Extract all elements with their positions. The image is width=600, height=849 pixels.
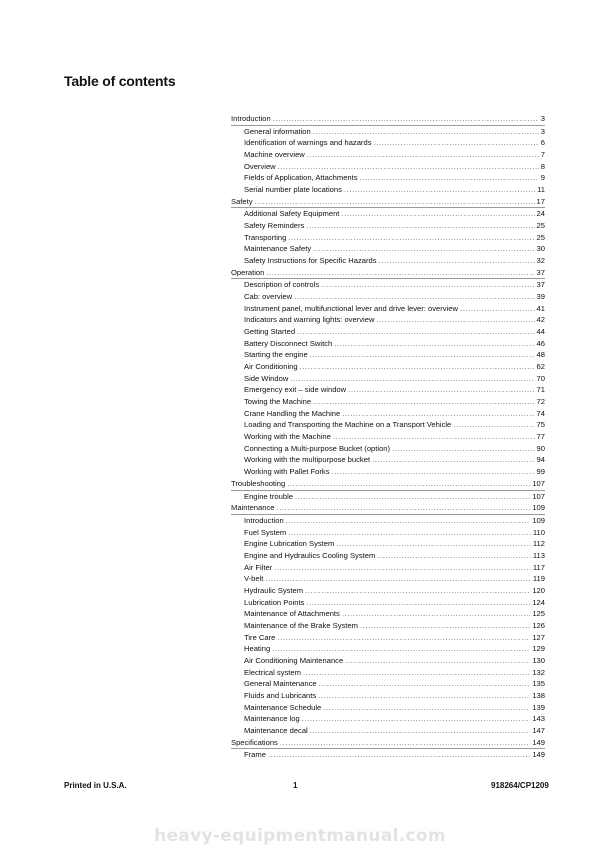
toc-entry-row[interactable] [231, 466, 545, 478]
toc-entry-row[interactable] [231, 454, 545, 466]
toc-entry-row[interactable] [231, 220, 545, 232]
toc-entry-page: 46 [536, 338, 545, 348]
toc-entry-page: 113 [532, 550, 545, 560]
toc-entry-page: 126 [532, 620, 545, 630]
toc-entry-label: Troubleshooting [231, 478, 286, 488]
toc-entry-label: Fuel System [244, 527, 287, 537]
toc-entry-label: Hydraulic System [244, 585, 304, 595]
toc-section-row[interactable] [231, 737, 545, 750]
toc-entry-label: Introduction [244, 515, 284, 525]
toc-entry-page: 30 [536, 244, 545, 254]
watermark: heavy-equipmentmanual.com [154, 826, 446, 846]
toc-entry-row[interactable] [231, 491, 545, 503]
toc-entry-row[interactable] [231, 137, 545, 149]
toc-entry-label: Connecting a Multi-purpose Bucket (option) [244, 443, 391, 453]
toc-entry-row[interactable] [231, 443, 545, 455]
toc-entry-row[interactable] [231, 643, 545, 655]
toc-dot-leader [376, 314, 534, 326]
toc-entry-row[interactable] [231, 678, 545, 690]
toc-entry-page: 37 [536, 267, 545, 277]
toc-dot-leader [310, 725, 531, 737]
toc-dot-leader [313, 396, 534, 408]
toc-entry-row[interactable] [231, 373, 545, 385]
toc-dot-leader [336, 538, 531, 550]
toc-entry-row[interactable] [231, 161, 545, 173]
toc-entry-page: 124 [532, 597, 545, 607]
toc-entry-label: Maintenance of Attachments [244, 609, 340, 619]
toc-dot-leader [392, 443, 535, 455]
toc-dot-leader [372, 454, 534, 466]
toc-dot-leader [276, 502, 530, 514]
toc-dot-leader [273, 113, 539, 125]
toc-entry-row[interactable] [231, 431, 545, 443]
toc-entry-row[interactable] [231, 515, 545, 527]
toc-entry-page: 25 [536, 232, 545, 242]
toc-entry-row[interactable] [231, 749, 545, 761]
toc-dot-leader [305, 585, 530, 597]
toc-entry-label: Maintenance of the Brake System [244, 620, 358, 630]
toc-dot-leader [255, 196, 535, 208]
toc-entry-page: 3 [540, 114, 545, 123]
toc-entry-label: Maintenance [231, 503, 275, 513]
toc-entry-row[interactable] [231, 408, 545, 420]
footer-page-number: 1 [293, 781, 298, 790]
toc-entry-label: Engine trouble [244, 491, 293, 501]
toc-entry-page: 110 [532, 527, 545, 537]
toc-dot-leader [374, 137, 539, 149]
toc-section-row[interactable] [231, 502, 545, 515]
toc-dot-leader [302, 713, 531, 725]
toc-dot-leader [313, 126, 539, 138]
toc-dot-leader [333, 431, 535, 443]
toc-entry-row[interactable] [231, 667, 545, 679]
toc-entry-page: 139 [532, 702, 545, 712]
toc-entry-label: Heating [244, 644, 271, 654]
toc-dot-leader [321, 279, 534, 291]
toc-entry-label: Transporting [244, 232, 287, 242]
toc-section-row[interactable] [231, 267, 545, 280]
toc-entry-label: Introduction [231, 114, 271, 123]
toc-entry-row[interactable] [231, 338, 545, 350]
toc-entry-page: 71 [536, 385, 545, 395]
toc-entry-label: Air Conditioning [244, 362, 298, 372]
footer-printed-in: Printed in U.S.A. [64, 781, 127, 790]
toc-entry-page: 143 [532, 714, 545, 724]
toc-entry-row[interactable] [231, 396, 545, 408]
toc-entry-page: 41 [536, 303, 545, 313]
toc-dot-leader [360, 172, 539, 184]
toc-entry-label: Operation [231, 267, 265, 277]
toc-entry-label: Specifications [231, 737, 278, 747]
toc-entry-row[interactable] [231, 384, 545, 396]
toc-entry-page: 99 [536, 467, 545, 477]
toc-entry-page: 107 [532, 491, 545, 501]
toc-entry-page: 149 [532, 750, 545, 760]
toc-entry-label: Working with Pallet Forks [244, 467, 330, 477]
toc-entry-page: 125 [532, 609, 545, 619]
toc-entry-label: Instrument panel, multifunctional lever and drive lever: overview [244, 303, 458, 313]
toc-entry-label: Maintenance decal [244, 725, 308, 735]
toc-entry-row[interactable] [231, 538, 545, 550]
toc-dot-leader [310, 349, 535, 361]
toc-entry-label: Maintenance log [244, 714, 300, 724]
toc-dot-leader [278, 161, 539, 173]
toc-entry-label: Safety Reminders [244, 221, 305, 231]
toc-dot-leader [306, 220, 534, 232]
toc-entry-row[interactable] [231, 349, 545, 361]
toc-entry-page: 135 [532, 679, 545, 689]
toc-dot-leader [306, 597, 530, 609]
toc-entry-label: Lubrication Points [244, 597, 305, 607]
toc-entry-label: Engine and Hydraulics Cooling System [244, 550, 376, 560]
toc-entry-label: Fields of Application, Attachments [244, 173, 358, 183]
toc-entry-page: 9 [540, 173, 545, 183]
toc-entry-row[interactable] [231, 608, 545, 620]
toc-entry-row[interactable] [231, 702, 545, 714]
toc-entry-row[interactable] [231, 314, 545, 326]
toc-entry-page: 25 [536, 221, 545, 231]
toc-entry-page: 119 [532, 574, 545, 584]
toc-entry-row[interactable] [231, 184, 545, 196]
toc-dot-leader [265, 573, 530, 585]
toc-entry-label: Loading and Transporting the Machine on a Transport Vehicle [244, 420, 452, 430]
footer-document-code: 918264/CP1209 [491, 781, 549, 790]
toc-entry-label: Maintenance Schedule [244, 702, 322, 712]
toc-entry-label: Indicators and warning lights: overview [244, 315, 375, 325]
toc-entry-row[interactable] [231, 585, 545, 597]
toc-entry-row[interactable] [231, 550, 545, 562]
toc-entry-label: Battery Disconnect Switch [244, 338, 333, 348]
toc-entry-label: Starting the engine [244, 350, 308, 360]
toc-entry-label: Serial number plate locations [244, 185, 342, 195]
toc-entry-row[interactable] [231, 562, 545, 574]
toc-dot-leader [288, 232, 534, 244]
toc-dot-leader [297, 326, 534, 338]
toc-dot-leader [319, 678, 531, 690]
toc-entry-row[interactable] [231, 172, 545, 184]
toc-dot-leader [342, 408, 534, 420]
toc-entry-page: 37 [536, 280, 545, 290]
toc-entry-page: 70 [536, 373, 545, 383]
toc-entry-label: Additional Safety Equipment [244, 209, 340, 219]
toc-entry-row[interactable] [231, 655, 545, 667]
toc-entry-label: Emergency exit – side window [244, 385, 347, 395]
toc-entry-row[interactable] [231, 713, 545, 725]
toc-entry-label: Tire Care [244, 632, 276, 642]
toc-dot-leader [294, 291, 534, 303]
toc-dot-leader [332, 466, 535, 478]
toc-entry-row[interactable] [231, 255, 545, 267]
toc-dot-leader [290, 373, 534, 385]
toc-dot-leader [345, 655, 530, 667]
toc-entry-label: General Maintenance [244, 679, 317, 689]
toc-entry-label: Safety [231, 196, 253, 206]
toc-entry-page: 48 [536, 350, 545, 360]
toc-dot-leader [266, 267, 534, 279]
toc-entry-page: 77 [536, 432, 545, 442]
toc-dot-leader [348, 384, 534, 396]
toc-dot-leader [286, 515, 531, 527]
toc-entry-page: 74 [536, 408, 545, 418]
toc-dot-leader [280, 737, 530, 749]
toc-dot-leader [272, 643, 530, 655]
toc-entry-page: 42 [536, 315, 545, 325]
toc-entry-page: 24 [536, 209, 545, 219]
toc-entry-page: 107 [532, 478, 545, 488]
toc-entry-page: 109 [532, 515, 545, 525]
toc-entry-label: Crane Handling the Machine [244, 408, 341, 418]
toc-section-row[interactable] [231, 113, 545, 126]
toc-dot-leader [307, 149, 539, 161]
toc-entry-label: Description of controls [244, 280, 320, 290]
toc-entry-page: 120 [532, 585, 545, 595]
toc-dot-leader [460, 303, 535, 315]
toc-entry-label: Safety Instructions for Specific Hazards [244, 256, 377, 266]
toc-entry-page: 32 [536, 256, 545, 266]
toc-entry-label: Frame [244, 750, 266, 760]
toc-entry-row[interactable] [231, 597, 545, 609]
toc-entry-row[interactable] [231, 126, 545, 138]
toc-entry-page: 17 [536, 196, 545, 206]
toc-dot-leader [313, 243, 534, 255]
toc-dot-leader [377, 550, 531, 562]
toc-entry-page: 11 [537, 185, 545, 195]
toc-entry-page: 39 [536, 292, 545, 302]
toc-entry-page: 44 [536, 327, 545, 337]
toc-entry-page: 8 [540, 161, 545, 171]
toc-entry-page: 90 [536, 443, 545, 453]
toc-dot-leader [342, 608, 531, 620]
toc-entry-page: 130 [532, 655, 545, 665]
toc-entry-label: Machine overview [244, 150, 305, 160]
toc-dot-leader [360, 620, 530, 632]
toc-entry-page: 127 [532, 632, 545, 642]
toc-entry-page: 129 [532, 644, 545, 654]
toc-dot-leader [268, 749, 530, 761]
toc-entry-label: Cab: overview [244, 292, 293, 302]
toc-entry-label: Air Filter [244, 562, 273, 572]
toc-entry-label: Maintenance Safety [244, 244, 312, 254]
toc-entry-page: 138 [532, 690, 545, 700]
toc-entry-page: 109 [532, 503, 545, 513]
toc-entry-label: Electrical system [244, 667, 301, 677]
toc-entry-row[interactable] [231, 690, 545, 702]
toc-entry-row[interactable] [231, 232, 545, 244]
toc-entry-row[interactable] [231, 361, 545, 373]
toc-dot-leader [318, 690, 530, 702]
toc-entry-row[interactable] [231, 632, 545, 644]
toc-section-row[interactable] [231, 196, 545, 209]
toc-entry-page: 75 [536, 420, 545, 430]
toc-entry-row[interactable] [231, 326, 545, 338]
toc-entry-page: 117 [532, 562, 545, 572]
toc-dot-leader [341, 208, 534, 220]
toc-entry-label: Air Conditioning Maintenance [244, 655, 344, 665]
toc-entry-page: 62 [536, 362, 545, 372]
toc-entry-label: Engine Lubrication System [244, 539, 335, 549]
toc-dot-leader [274, 562, 531, 574]
toc-entry-label: Identification of warnings and hazards [244, 138, 372, 148]
page-title: Table of contents [64, 73, 176, 89]
toc-entry-label: Working with the Machine [244, 432, 331, 442]
toc-dot-leader [288, 527, 531, 539]
toc-entry-row[interactable] [231, 573, 545, 585]
toc-entry-page: 132 [532, 667, 545, 677]
toc-entry-row[interactable] [231, 303, 545, 315]
toc-dot-leader [344, 184, 535, 196]
toc-entry-row[interactable] [231, 243, 545, 255]
toc-dot-leader [295, 491, 530, 503]
toc-entry-page: 3 [540, 126, 545, 136]
toc-section-row[interactable] [231, 478, 545, 491]
toc-entry-page: 6 [540, 138, 545, 148]
toc-dot-leader [303, 667, 530, 679]
toc-entry-label: Fluids and Lubricants [244, 690, 317, 700]
toc-dot-leader [334, 338, 534, 350]
toc-entry-row[interactable] [231, 725, 545, 737]
toc-entry-page: 147 [532, 725, 545, 735]
toc-entry-label: Side Window [244, 373, 289, 383]
toc-entry-row[interactable] [231, 208, 545, 220]
toc-entry-page: 149 [532, 737, 545, 747]
toc-dot-leader [453, 419, 534, 431]
toc-dot-leader [379, 255, 535, 267]
toc-entry-row[interactable] [231, 279, 545, 291]
toc-entry-row[interactable] [231, 527, 545, 539]
toc-entry-row[interactable] [231, 149, 545, 161]
toc-entry-label: V-belt [244, 574, 264, 584]
toc-dot-leader [287, 478, 530, 490]
toc-entry-row[interactable] [231, 419, 545, 431]
toc-entry-row[interactable] [231, 291, 545, 303]
toc-entry-page: 7 [540, 150, 545, 160]
toc-entry-page: 72 [536, 397, 545, 407]
toc-dot-leader [323, 702, 530, 714]
toc-entry-row[interactable] [231, 620, 545, 632]
toc-entry-label: Getting Started [244, 327, 296, 337]
toc-dot-leader [277, 632, 530, 644]
toc-entry-label: Towing the Machine [244, 397, 312, 407]
toc-entry-label: General information [244, 126, 311, 136]
toc-entry-label: Overview [244, 161, 276, 171]
toc-entry-label: Working with the multipurpose bucket [244, 455, 371, 465]
toc-entry-page: 94 [536, 455, 545, 465]
table-of-contents [231, 113, 545, 761]
toc-entry-page: 112 [532, 539, 545, 549]
toc-dot-leader [300, 361, 535, 373]
